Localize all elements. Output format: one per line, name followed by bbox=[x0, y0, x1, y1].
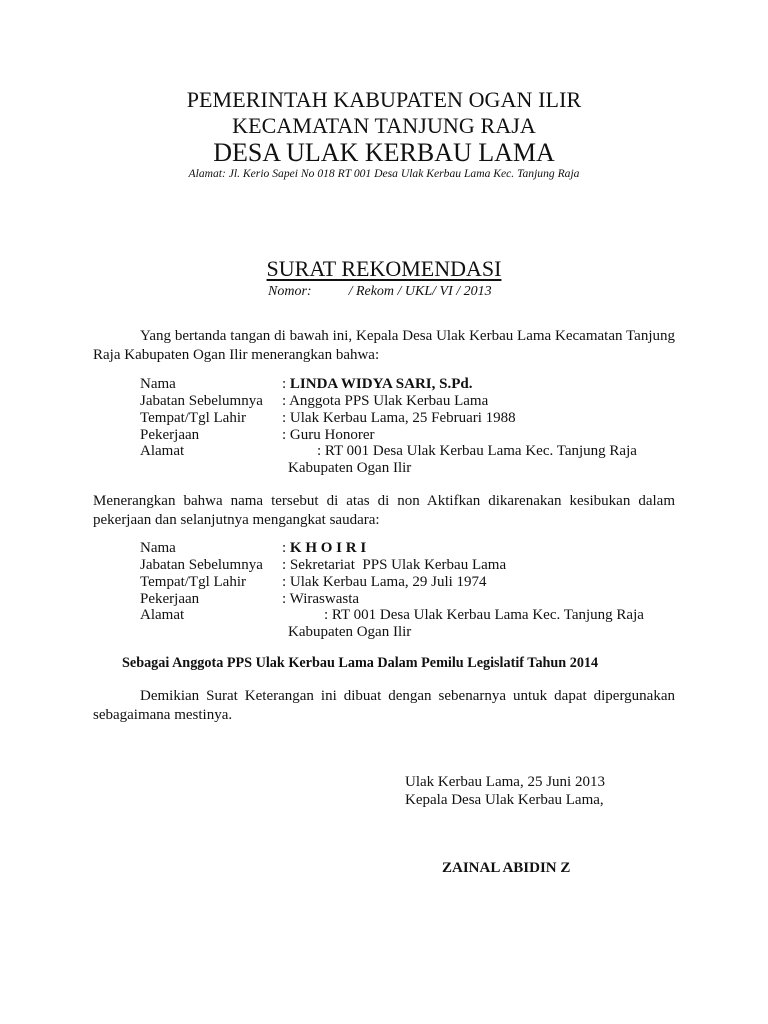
person2-nama-label: Nama bbox=[140, 540, 176, 556]
appointment-statement: Sebagai Anggota PPS Ulak Kerbau Lama Dalam Pemilu Legislatif Tahun 2014 bbox=[122, 655, 599, 671]
person1-ttl-row bbox=[140, 411, 516, 426]
person2-pekerjaan-row bbox=[140, 592, 359, 607]
person1-jabatan-value: : Anggota PPS Ulak Kerbau Lama bbox=[282, 393, 489, 409]
letterhead-village: DESA ULAK KERBAU LAMA bbox=[213, 138, 555, 167]
person2-jabatan-value: : Sekretariat PPS Ulak Kerbau Lama bbox=[282, 557, 507, 573]
letterhead-district: KECAMATAN TANJUNG RAJA bbox=[232, 113, 536, 138]
signature-position: Kepala Desa Ulak Kerbau Lama, bbox=[405, 792, 604, 808]
person2-alamat-value: : RT 001 Desa Ulak Kerbau Lama Kec. Tanjung Raja bbox=[324, 607, 644, 623]
person2-alamat-continuation: Kabupaten Ogan Ilir bbox=[288, 624, 412, 640]
closing-paragraph: Demikian Surat Keterangan ini dibuat dengan sebenarnya untuk dapat dipergunakan sebagaimana mestinya. bbox=[93, 688, 675, 723]
person2-jabatan-row bbox=[140, 558, 506, 573]
person1-nama-row: Nama : LINDA WIDYA SARI, S.Pd. bbox=[140, 376, 473, 392]
person1-alamat-label: Alamat bbox=[140, 443, 185, 459]
middle-paragraph: Menerangkan bahwa nama tersebut di atas di non Aktifkan dikarenakan kesibukan dalam pekerjaan dan selanjutnya mengangkat saudara: bbox=[93, 493, 675, 528]
person1-pekerjaan-row bbox=[140, 428, 374, 443]
person2-pekerjaan-value: : Wiraswasta bbox=[282, 591, 360, 607]
document-title: SURAT REKOMENDASI bbox=[266, 256, 502, 281]
person2-ttl-row bbox=[140, 575, 487, 590]
person2-ttl-label: Tempat/Tgl Lahir bbox=[140, 574, 246, 590]
intro-paragraph: Yang bertanda tangan di bawah ini, Kepala Desa Ulak Kerbau Lama Kecamatan Tanjung Raja Kabupaten Ogan Ilir menerangkan bahwa: bbox=[93, 328, 675, 363]
person1-ttl-value: : Ulak Kerbau Lama, 25 Februari 1988 bbox=[282, 410, 516, 426]
person1-jabatan-label: Jabatan Sebelumnya bbox=[140, 393, 263, 409]
person1-nama-label: Nama bbox=[140, 376, 176, 392]
nomor-label: Nomor: bbox=[268, 284, 312, 299]
person2-ttl-value: : Ulak Kerbau Lama, 29 Juli 1974 bbox=[282, 574, 487, 590]
person2-nama-row: Nama : K H O I R I bbox=[140, 540, 367, 556]
person1-ttl-label: Tempat/Tgl Lahir bbox=[140, 410, 246, 426]
person1-nama-value: LINDA WIDYA SARI, S.Pd. bbox=[289, 376, 473, 392]
letterhead-government: PEMERINTAH KABUPATEN OGAN ILIR bbox=[186, 87, 582, 112]
person1-alamat-value: : RT 001 Desa Ulak Kerbau Lama Kec. Tanjung Raja bbox=[317, 443, 637, 459]
person1-pekerjaan-label: Pekerjaan bbox=[140, 427, 200, 443]
person2-alamat-label: Alamat bbox=[140, 607, 185, 623]
signature-place-date: Ulak Kerbau Lama, 25 Juni 2013 bbox=[405, 774, 605, 790]
person1-alamat-continuation: Kabupaten Ogan Ilir bbox=[288, 460, 412, 476]
person2-alamat-row bbox=[140, 608, 644, 623]
person2-jabatan-label: Jabatan Sebelumnya bbox=[140, 557, 263, 573]
person2-pekerjaan-label: Pekerjaan bbox=[140, 591, 200, 607]
person1-jabatan-row bbox=[140, 394, 488, 409]
person2-nama-value: K H O I R I bbox=[289, 540, 367, 556]
nomor-value: / Rekom / UKL/ VI / 2013 bbox=[348, 284, 492, 299]
letterhead-address: Alamat: Jl. Kerio Sapei No 018 RT 001 Desa Ulak Kerbau Lama Kec. Tanjung Raja bbox=[188, 167, 580, 180]
document-number bbox=[268, 285, 492, 299]
signature-name: ZAINAL ABIDIN Z bbox=[442, 860, 571, 876]
person1-alamat-row bbox=[140, 444, 637, 459]
person1-pekerjaan-value: : Guru Honorer bbox=[282, 427, 375, 443]
